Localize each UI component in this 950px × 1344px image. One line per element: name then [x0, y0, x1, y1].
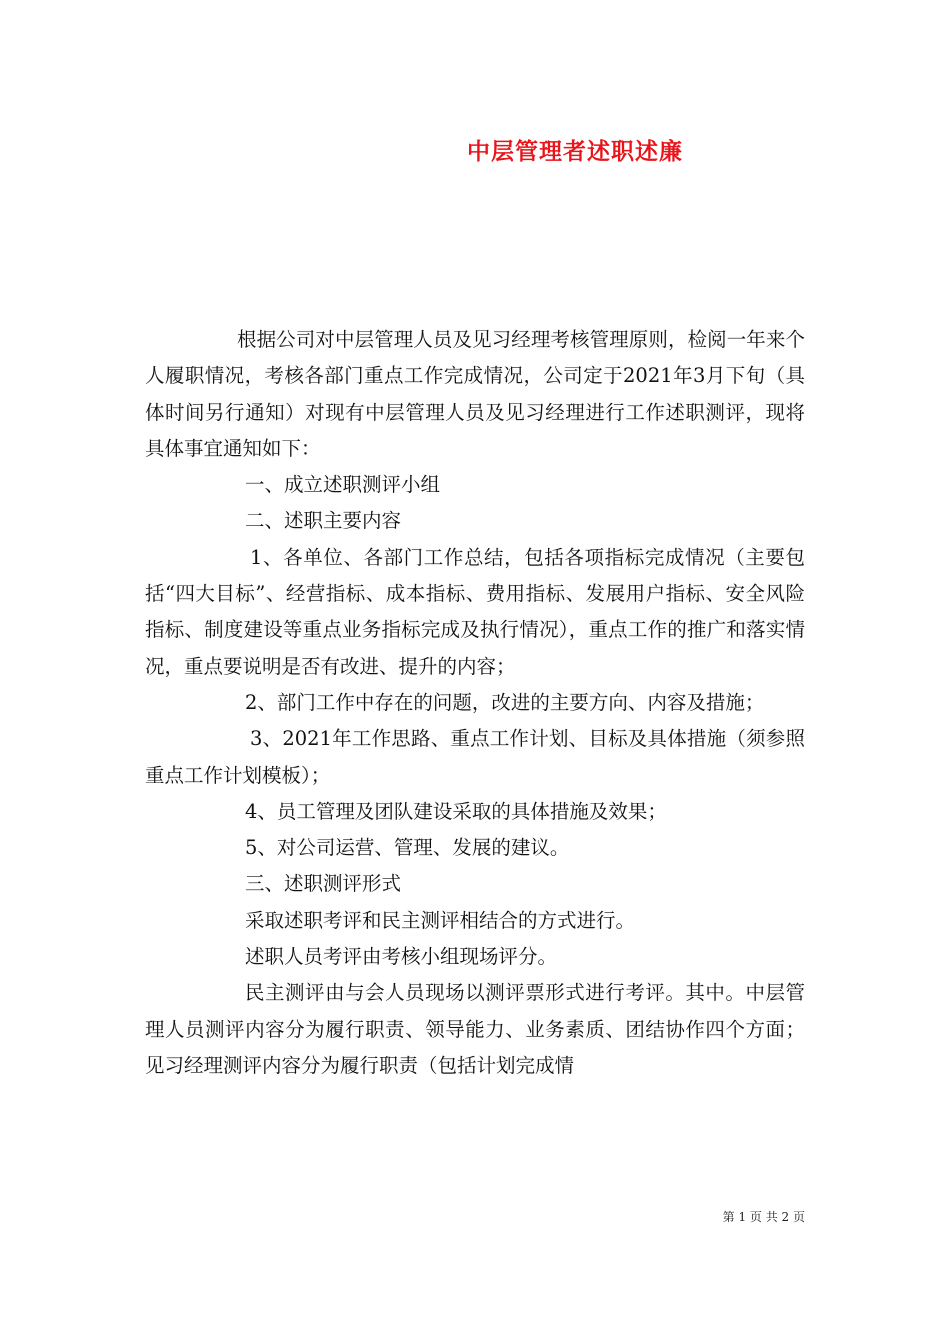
page-title: 中层管理者述职述廉 — [467, 138, 683, 165]
list-item-5: 5、对公司运营、管理、发展的建议。 — [245, 836, 570, 860]
document-body — [145, 322, 805, 1084]
section-heading-2: 二、述职主要内容 — [245, 509, 402, 533]
list-item-4: 4、员工管理及团队建设采取的具体措施及效果； — [245, 799, 667, 823]
list-item-3: 3、2021年工作思路、重点工作计划、目标及具体措施（须参照重点工作计划模板）； — [145, 727, 805, 787]
section-heading-1: 一、成立述职测评小组 — [245, 473, 441, 497]
list-item-2: 2、部门工作中存在的问题，改进的主要方向、内容及措施； — [245, 690, 765, 714]
evaluation-method-paragraph: 采取述职考评和民主测评相结合的方式进行。 — [245, 908, 636, 932]
panel-scoring-paragraph: 述职人员考评由考核小组现场评分。 — [245, 945, 558, 969]
section-heading-3: 三、述职测评形式 — [245, 872, 402, 896]
democratic-evaluation-paragraph: 民主测评由与会人员现场以测评票形式进行考评。其中。中层管理人员测评内容分为履行职责、领导能力、业务素质、团结协作四个方面；见习经理测评内容分为履行职责（包括计划完成情 — [145, 981, 805, 1077]
intro-paragraph: 根据公司对中层管理人员及见习经理考核管理原则，检阅一年来个人履职情况，考核各部门重点工作完成情况，公司定于2021年3月下旬（具体时间另行通知）对现有中层管理人员及见习经理进行工作述职测评，现将具体事宜通知如下： — [145, 328, 805, 460]
list-item-1: 1、各单位、各部门工作总结，包括各项指标完成情况（主要包括“四大目标”、经营指标、成本指标、费用指标、发展用户指标、安全风险指标、制度建设等重点业务指标完成及执行情况），重点工作的推广和落实情况，重点要说明是否有改进、提升的内容； — [145, 545, 805, 678]
page-number: 第 1 页 共 2 页 — [722, 1210, 805, 1224]
